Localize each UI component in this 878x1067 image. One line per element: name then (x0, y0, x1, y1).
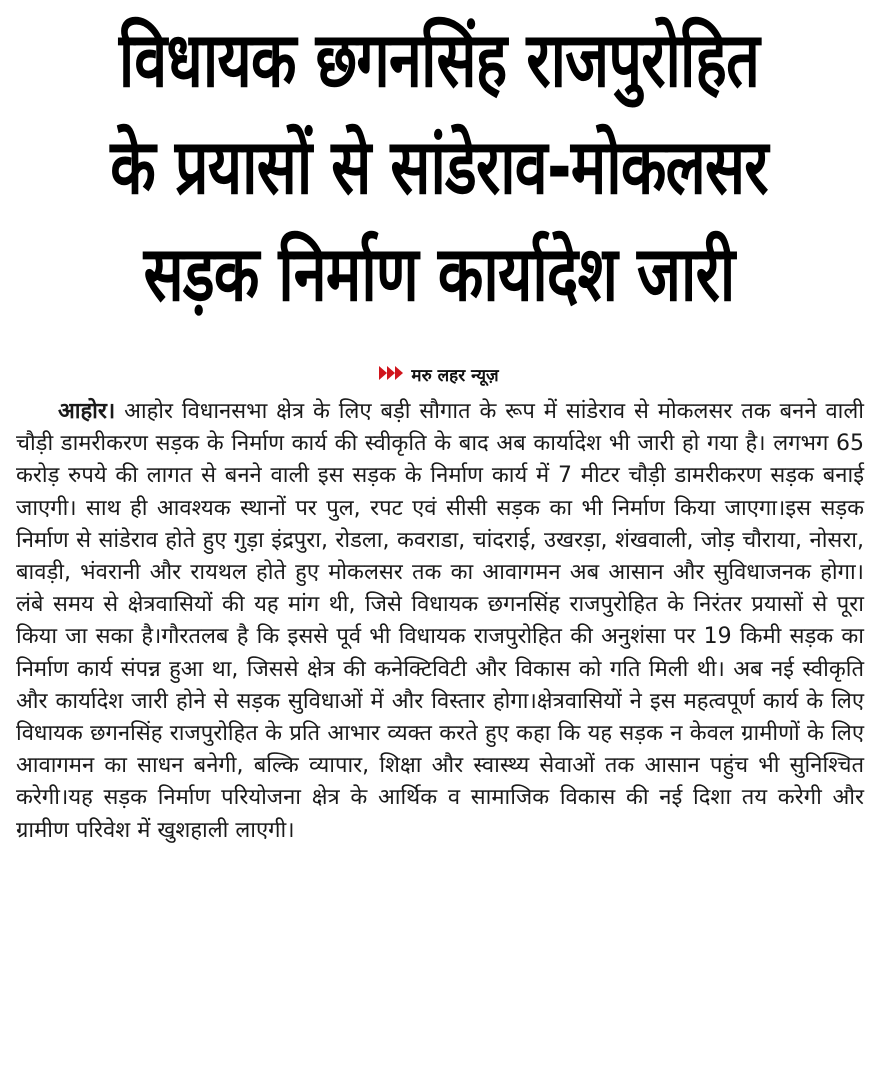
article-text: आहोर विधानसभा क्षेत्र के लिए बड़ी सौगात के रूप में सांडेराव से मोकलसर तक बनने वाली चौड़ी डामरीकरण सड़क के निर्माण कार्य की स्वीकृति के बाद अब कार्यादेश भी जारी हो गया है। लगभग 65 करोड़ रुपये की लागत से बनने वाली इस सड़क के निर्माण कार्य में 7 मीटर चौड़ी डामरीकरण सड़क बनाई जाएगी। साथ ही आवश्यक स्थानों पर पुल, रपट एवं सीसी सड़क का भी निर्माण किया जाएगा।इस सड़क निर्माण से सांडेराव होते हुए गुड़ा इंद्रपुरा, रोडला, कवराडा, चांदराई, उखरड़ा, शंखवाली, जोड़ चौराया, नोसरा, बावड़ी, भंवरानी और रायथल होते हुए मोकलसर तक का आवागमन अब आसान और सुविधाजनक होगा। लंबे समय से क्षेत्रवासियों की यह मांग थी, जिसे विधायक छगनसिंह राजपुरोहित के निरंतर प्रयासों से पूरा किया जा सका है।गौरतलब है कि इससे पूर्व भी विधायक राजपुरोहित की अनुशंसा पर 19 किमी सड़क का निर्माण कार्य संपन्न हुआ था, जिससे क्षेत्र की कनेक्टिविटी और विकास को गति मिली थी। अब नई स्वीकृति और कार्यादेश जारी होने से सड़क सुविधाओं में और विस्तार होगा।क्षेत्रवासियों ने इस महत्वपूर्ण कार्य के लिए विधायक छगनसिंह राजपुरोहित के प्रति आभार व्यक्त करते हुए कहा कि यह सड़क न केवल ग्रामीणों के लिए आवागमन का साधन बनेगी, बल्कि व्यापार, शिक्षा और स्वास्थ्य सेवाओं तक आसान पहुंच भी सुनिश्चित करेगी।यह सड़क निर्माण परियोजना क्षेत्र के आर्थिक व सामाजिक विकास की नई दिशा तय करेगी और ग्रामीण परिवेश में खुशहाली लाएगी। (16, 399, 864, 843)
headline-line-3: सड़क निर्माण कार्यादेश जारी (143, 229, 735, 318)
byline (0, 364, 878, 388)
article-body (16, 396, 864, 847)
triple-arrow-icon (379, 364, 405, 388)
headline (14, 6, 864, 327)
byline-source: मरु लहर न्यूज़ (411, 366, 499, 386)
article-dateline: आहोर। (58, 399, 116, 424)
headline-line-2: के प्रयासों से सांडेराव-मोकलसर (110, 122, 768, 211)
headline-line-1: विधायक छगनसिंह राजपुरोहित (118, 15, 760, 104)
